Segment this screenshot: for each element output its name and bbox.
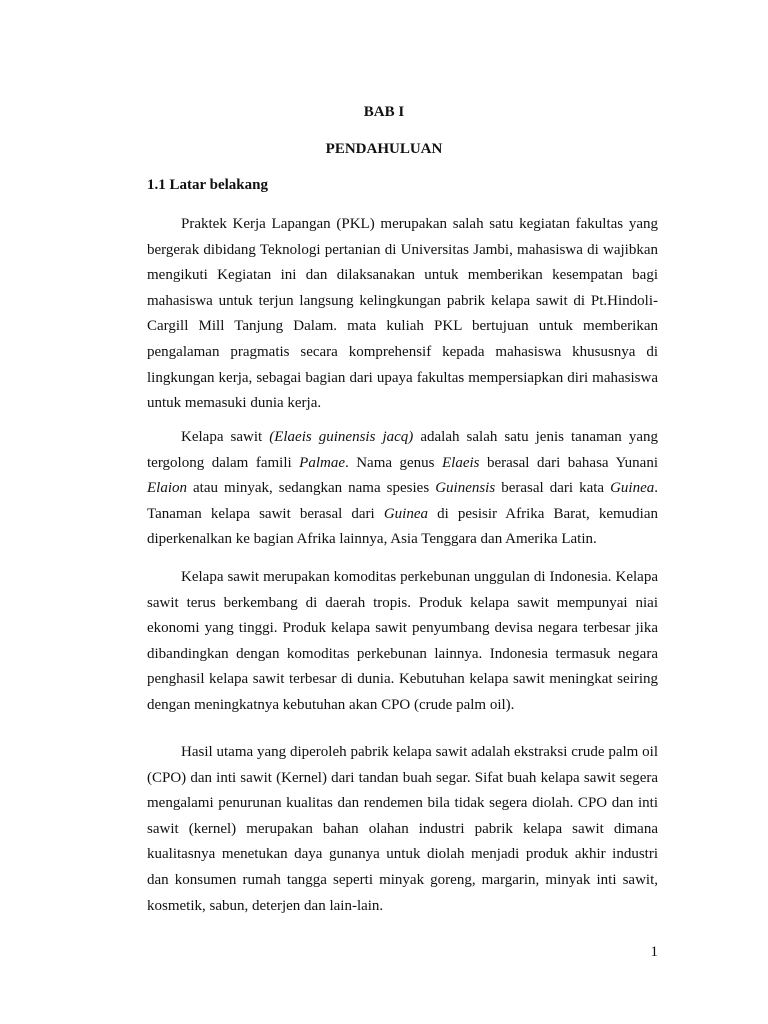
chapter-title: PENDAHULUAN [325, 141, 443, 157]
italic-term: Elaion [147, 480, 187, 497]
italic-term: Palmae [299, 454, 345, 471]
section-heading: 1.1 Latar belakang [147, 177, 268, 193]
italic-term: Guinea [610, 480, 655, 497]
chapter-heading: BAB I [363, 104, 405, 120]
paragraph-3: Kelapa sawit merupakan komoditas perkebunan unggulan di Indonesia. Kelapa sawit terus berkembang di daerah tropis. Produk kelapa sawit mempunyai niai ekonomi yang tinggi. Produk kelapa sawit penyumbang devisa negara terbesar jika dibandingkan dengan komoditas perkebunan lainnya. Indonesia termasuk negara penghasil kelapa sawit terbesar di dunia. Kebutuhan kelapa sawit meningkat seiring dengan meningkatnya kebutuhan akan CPO (crude palm oil). [147, 569, 658, 713]
paragraph-2: Kelapa sawit (Elaeis guinensis jacq) adalah salah satu jenis tanaman yang tergolong dalam famili Palmae. Nama genus Elaeis berasal dari bahasa Yunani Elaion atau minyak, sedangkan nama spesies Guinensis berasal dari kata Guinea. Tanaman kelapa sawit berasal dari Guinea di pesisir Afrika Barat, kemudian diperkenalkan ke bagian Afrika lainnya, Asia Tenggara dan Amerika Latin. [147, 429, 659, 548]
italic-term: Elaeis [442, 454, 480, 471]
italic-term: Guinea [383, 505, 428, 522]
paragraph-1: Praktek Kerja Lapangan (PKL) merupakan salah satu kegiatan fakultas yang bergerak dibidang Teknologi pertanian di Universitas Jambi, mahasiswa di wajibkan mengikuti Kegiatan ini dan dilaksanakan untuk memberikan kesempatan bagi mahasiswa untuk terjun langsung kelingkungan pabrik kelapa sawit di Pt.Hindoli-Cargill Mill Tanjung Dalam. mata kuliah PKL bertujuan untuk memberikan pengalaman pragmatis secara komprehensif kepada mahasiswa khususnya di lingkungan kerja, sebagai bagian dari upaya fakultas mempersiapkan diri mahasiswa untuk memasuki dunia kerja. [147, 216, 658, 412]
italic-term: Guinensis [435, 480, 496, 497]
italic-term: (Elaeis guinensis jacq) [269, 429, 414, 445]
paragraph-4: Hasil utama yang diperoleh pabrik kelapa sawit adalah ekstraksi crude palm oil (CPO) dan inti sawit (Kernel) dari tandan buah segar. Sifat buah kelapa sawit segera mengalami penurunan kualitas dan rendemen bila tidak segera diolah. CPO dan inti sawit (kernel) merupakan bahan olahan industri pabrik kelapa sawit dimana kualitasnya menetukan daya gunanya untuk diolah menjadi produk akhir industri dan konsumen rumah tangga seperti minyak goreng, margarin, minyak inti sawit, kosmetik, sabun, deterjen dan lain-lain. [147, 744, 658, 914]
page-number: 1 [650, 944, 658, 960]
